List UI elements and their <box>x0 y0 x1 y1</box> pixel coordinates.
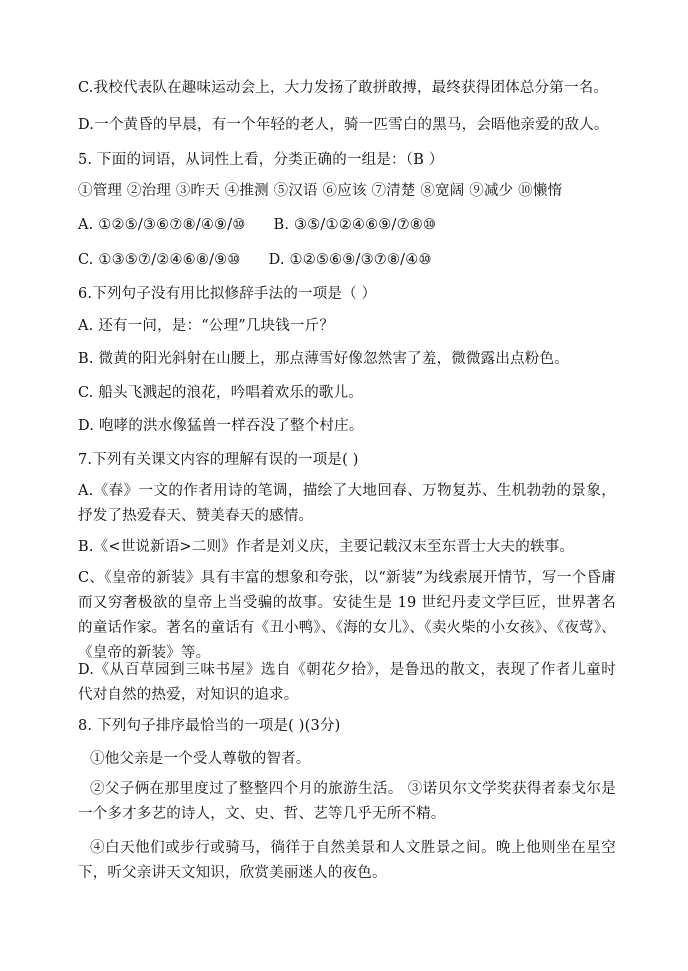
q7-option-d: D.《从百草园到三味书屋》选自《朝花夕拾》，是鲁迅的散文，表现了作者儿童时代对自然的热爱，对知识的追求。 <box>78 662 616 703</box>
q6-stem: 6.下列句子没有用比拟修辞手法的一项是（ ） <box>78 286 377 302</box>
q7-option-a: A.《春》一文的作者用诗的笔调，描绘了大地回春、万物复苏、生机勃勃的景象， 抒发了热爱春天、赞美春天的感情。 <box>78 483 616 524</box>
q5-option-b: B. ③⑤/①②④⑥⑨/⑦⑧⑩ <box>273 217 437 233</box>
q6-option-d: D. 咆哮的洪水像猛兽一样吞没了整个村庄。 <box>78 418 364 434</box>
q6-option-c: C. 船头飞溅起的浪花，吟唱着欢乐的歌儿。 <box>78 385 363 401</box>
q5-stem: 5. 下面的词语，从词性上看，分类正确的一组是：（B ） <box>78 152 444 168</box>
q4-option-c: C.我校代表队在趣味运动会上，大力发扬了敢拼敢搏，最终获得团体总分第一名。 <box>78 80 609 96</box>
q4-option-d: D.一个黄昏的早晨，有一个年轻的老人，骑一匹雪白的黑马，会晤他亲爱的敌人。 <box>78 117 609 133</box>
q7-stem: 7.下列有关课文内容的理解有误的一项是( ) <box>78 452 359 468</box>
q5-option-a: A. ①②⑤/③⑥⑦⑧/④⑨/⑩ <box>78 217 246 233</box>
q8-stem: 8. 下列句子排序最恰当的一项是( )(3分) <box>78 718 341 734</box>
q7-option-c: C、《皇帝的新装》具有丰富的想象和夸张，以“新装”为线索展开情节，写一个昏庸而又穷奢极欲的皇帝上当受骗的故事。安徒生是 19 世纪丹麦文学巨匠，世界著名的童话作家。著名的童话有《丑小鸭》、《海的女儿》、《卖火柴的小女孩》、《夜莺》、《皇帝的新装》等。 <box>78 570 616 661</box>
q7-option-b: B.《<世说新语>二则》作者是刘义庆，主要记载汉末至东晋士大夫的轶事。 <box>78 539 575 555</box>
q6-option-a: A. 还有一问，是：“公理”几块钱一斤？ <box>78 318 335 334</box>
q8-sentence-4: ④白天他们或步行或骑马，徜徉于自然美景和人文胜景之间。晚上他则坐在星空下，听父亲讲天文知识，欣赏美丽迷人的夜色。 <box>78 840 616 881</box>
q5-option-c: C. ①③⑤⑦/②④⑥⑧/⑨⑩ <box>78 252 241 268</box>
q5-option-d: D. ①②⑤⑥⑨/③⑦⑧/④⑩ <box>268 252 432 268</box>
q5-options-ab <box>78 216 618 234</box>
q8-sentence-2-3: ②父子俩在那里度过了整整四个月的旅游生活。 ③诺贝尔文学奖获得者泰戈尔是一个多才多艺的诗人，文、史、哲、艺等几乎无所不精。 <box>78 781 616 822</box>
q6-option-b: B. 微黄的阳光斜射在山腰上，那点薄雪好像忽然害了羞，微微露出点粉色。 <box>78 351 569 367</box>
q8-sentence-1: ①他父亲是一个受人尊敬的智者。 <box>90 751 311 767</box>
q5-words: ①管理 ②治理 ③昨天 ④推测 ⑤汉语 ⑥应该 ⑦清楚 ⑧宽阔 ⑨减少 ⑩懒惰 <box>78 183 563 199</box>
q5-options-cd <box>78 251 618 269</box>
